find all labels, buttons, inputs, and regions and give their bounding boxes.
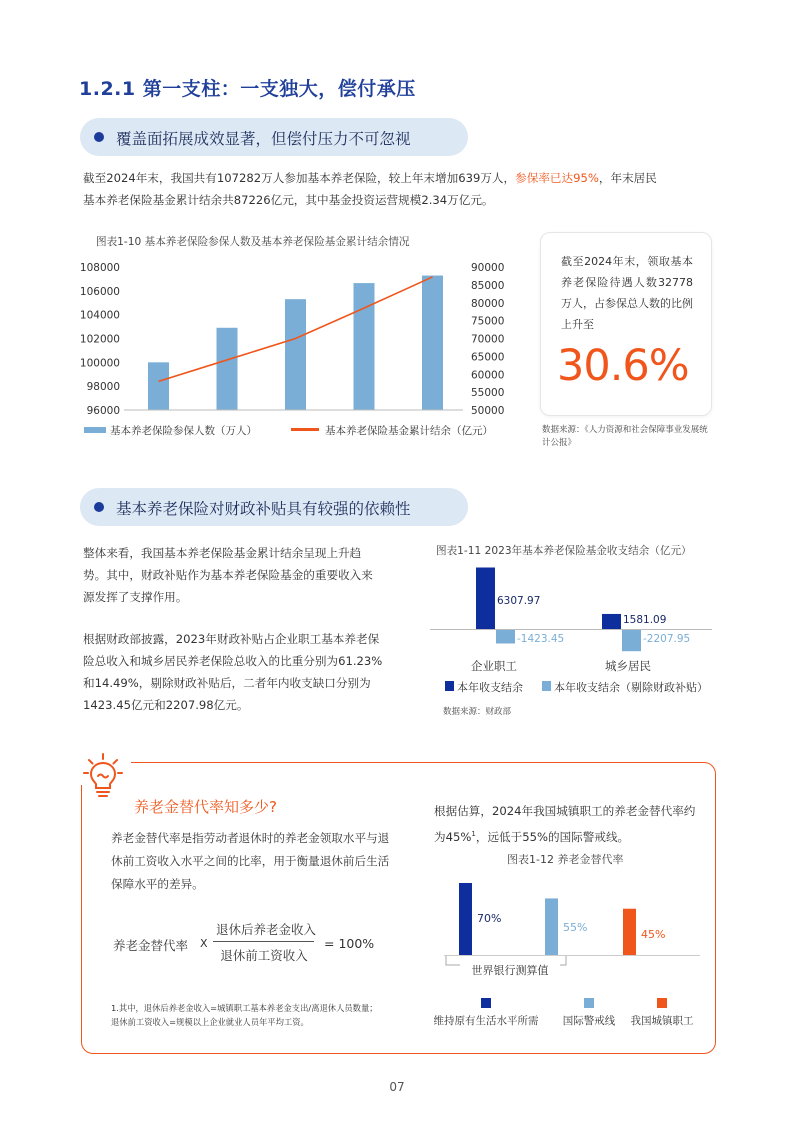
footnote-marker: 1 [471,830,476,838]
chart3-legend-swatch-need [481,998,491,1008]
subsection-header-subsidy [80,488,468,526]
chart3-value-label: 55% [563,921,588,934]
formula-denominator: 退休前工资收入 [220,948,308,963]
bullet-dot-icon [94,132,104,142]
chart3-value-label: 45% [641,928,666,941]
chart1-right-tick-label: 80000 [471,297,505,310]
chart1-right-tick-label: 65000 [471,351,505,364]
formula-times: X [200,937,208,950]
box-right-text-a: 根据估算，2024年我国城镇职工的养老金替代率约为45% [434,804,696,844]
chart1-right-tick-label: 55000 [471,387,505,400]
chart1-right-tick-label: 60000 [471,369,505,382]
chart2-bar [476,568,495,630]
intro-paragraph [83,167,723,211]
chart3-legend-label-china: 我国城镇职工 [630,1015,694,1027]
chart1-legend-swatch-insured [84,427,106,433]
chart3-caption: 图表1-12 养老金替代率 [507,853,624,866]
chart1-right-tick-label: 90000 [471,262,505,274]
formula-left: 养老金替代率 [113,938,189,953]
chart1-bar [354,283,375,410]
chart2-category-label-resident: 城乡居民 [605,659,651,673]
chart1-bar [217,328,238,410]
chart3-legend-swatch-china [657,998,667,1008]
chart3-value-label: 70% [477,912,502,925]
chart1-left-tick-label: 96000 [86,405,120,417]
chart3-group-label: 世界银行测算值 [471,964,549,977]
subsection-title: 基本养老保险对财政补贴具有较强的依赖性 [116,500,411,518]
chart1-bar [422,276,443,410]
para3: 根据财政部披露，2023年财政补贴占企业职工基本养老保险总收入和城乡居民养老保险总收入的比重分别为61.23%和14.49%，剔除财政补贴后，二者年内收支缺口分别为1423.45亿元和2207.98亿元。 [83,632,383,712]
chart2-legend-label-balance: 本年收支结余 [457,681,523,694]
chart3-bar [459,883,472,955]
formula-fraction-line [213,941,314,942]
formula-result: = 100% [324,936,375,951]
chart1-left-tick-label: 108000 [79,262,120,274]
chart3-bar [545,898,558,955]
chart2-value-label: -2207.95 [643,633,691,645]
chart2-category-label-enterprise: 企业职工 [471,659,517,673]
box-right-text-b: ，远低于55%的国际警戒线。 [475,829,630,844]
chart1-right-tick-label: 70000 [471,333,505,346]
chart2-value-label: -1423.45 [517,633,565,645]
chart1-left-tick-label: 100000 [79,357,120,370]
chart2-value-label: 1581.09 [623,614,667,626]
formula-numerator: 退休后养老金收入 [216,922,317,937]
section-title: 1.2.1 第一支柱：一支独大，偿付承压 [79,78,416,100]
chart1-legend-swatch-balance [291,428,319,431]
chart3-bar-chart [420,870,710,1035]
subsection-title: 覆盖面拓展成效显著，但偿付压力不可忽视 [116,130,411,148]
chart1-bar [285,299,306,410]
chart1-legend-label-balance: 基本养老保险基金累计结余（亿元） [325,425,493,437]
callout-big-number: 30.6% [557,341,689,391]
box-definition-text: 养老金替代率是指劳动者退休时的养老金领取水平与退休前工资收入水平之间的比率，用于衡量退休前后生活保障水平的差异。 [111,831,390,891]
chart2-bar-chart [428,560,718,700]
chart1-right-tick-label: 85000 [471,279,505,292]
para1-text-b: ，年末居民 [598,171,657,185]
chart2-value-label: 6307.97 [497,595,541,607]
chart2-caption: 图表1-11 2023年基本养老保险基金收支结余（亿元） [436,545,692,557]
chart1-bar [148,362,169,410]
page-number: 07 [389,1080,405,1094]
source-note-1: 数据来源：《人力资源和社会保障事业发展统计公报》 [542,425,708,448]
para2: 整体来看，我国基本养老保险基金累计结余呈现上升趋势。其中，财政补贴作为基本养老保险基金的重要收入来源发挥了支撑作用。 [83,546,373,604]
footnote: 1.其中，退休后养老金收入=城镇职工基本养老金支出/离退休人员数量；退休前工资收入=规模以上企业就业人员年平均工资。 [111,1003,378,1027]
chart2-bar [622,630,641,652]
chart1-left-tick-label: 102000 [79,333,120,346]
bullet-dot-icon [94,502,104,512]
chart1-right-tick-label: 75000 [471,315,505,328]
para1-line2: 基本养老保险基金累计结余共87226亿元，其中基金投资运营规模2.34万亿元。 [83,193,494,207]
chart1-caption: 图表1-10 基本养老保险参保人数及基本养老保险基金累计结余情况 [96,236,410,248]
chart1-combo-chart [78,255,518,445]
chart3-bar [623,909,636,955]
chart3-legend-label-need: 维持原有生活水平所需 [433,1015,539,1027]
chart2-bar [496,630,515,644]
callout-text: 截至2024年末，领取基本养老保险待遇人数32778万人，占参保总人数的比例上升至 [561,255,693,331]
source-note-2: 数据来源：财政部 [443,707,512,717]
chart3-legend-label-warning: 国际警戒线 [562,1015,616,1027]
chart1-left-tick-label: 106000 [79,285,120,298]
box-title: 养老金替代率知多少? [134,798,277,816]
chart1-left-tick-label: 98000 [86,381,120,394]
para1-text-a: 截至2024年末，我国共有107282万人参加基本养老保险，较上年末增加639万人， [83,171,516,185]
callout-card [540,232,712,416]
chart2-legend-swatch-excl [542,681,551,691]
chart1-right-tick-label: 50000 [471,405,505,417]
chart1-left-tick-label: 104000 [79,309,120,322]
para1-highlight: 参保率已达95% [515,171,599,185]
chart1-legend-label-insured: 基本养老保险参保人数（万人） [110,425,257,437]
subsection-header-coverage [80,118,468,156]
chart2-legend-label-excl: 本年收支结余（剔除财政补贴） [554,681,708,694]
box-right-text [434,800,704,849]
chart2-bar [602,614,621,630]
chart2-legend-swatch-balance [445,681,454,691]
chart3-legend-swatch-warning [584,998,594,1008]
lightbulb-icon [83,752,123,800]
